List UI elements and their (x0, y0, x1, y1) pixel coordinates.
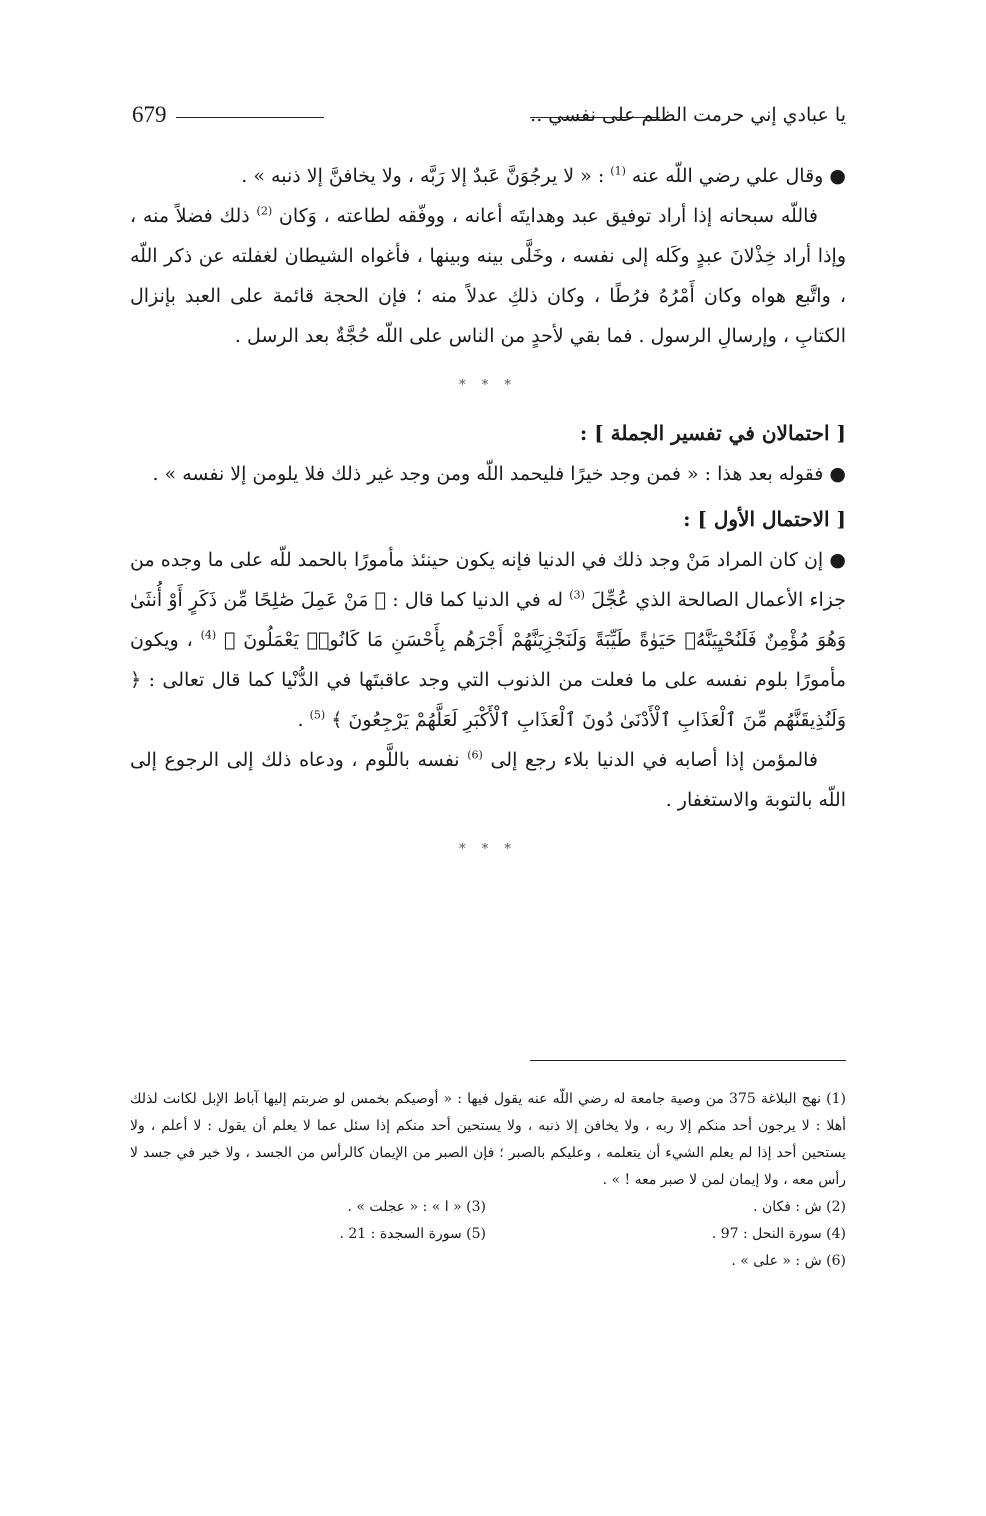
paragraph-believer (130, 740, 846, 820)
paragraph-tawfiq (130, 196, 846, 356)
footnote-ref: (1) (610, 164, 626, 178)
paragraph-text: . (297, 709, 310, 731)
footnote-4: (4) سورة النحل : 97 . (711, 1226, 846, 1242)
footnote-row (130, 1194, 846, 1221)
paragraph-ali-quote (130, 156, 846, 196)
paragraph-text: ذلك فضلاً منه ، وإذا أراد خِذْلانَ عبدٍ وكَله إلى نفسه ، وخَلَّى بينه وبينها ، فأغواه الشيطان لغفلته عن ذكر اللّه ، واتَّبع هواه وكان أَمْرُهُ فرُطًا ، وكان ذلكِ عدلاً منه ؛ فإن الحجة قائمة على العبد بإنزال الكتابِ ، وإرسالِ الرسول . فما بقي لأحدٍ من الناس على اللّه حُجَّةٌ بعد الرسل . (130, 205, 846, 347)
footnotes (130, 1086, 846, 1275)
running-head (130, 100, 846, 130)
bullet-icon: ● (829, 549, 846, 571)
footnote-ref: (3) (569, 588, 585, 602)
footnote-row (130, 1221, 846, 1248)
footnote-2: (2) ش : فكان . (753, 1199, 846, 1215)
paragraph-text: إن كان المراد مَنْ وجد ذلك في الدنيا فإنه يكون حينئذ مأمورًا بالحمد للّه على ما وجده من جزاء الأعمال الصالحة الذي عُجِّلَ (130, 549, 846, 611)
running-title: يا عبادي إني حرمت الظلم على نفسي .. (530, 104, 846, 126)
footnote-rule (530, 1060, 846, 1061)
quran-verse: له في الدنيا كما قال : ﴿ مَنْ عَمِلَ صَٰلِحًا مِّن ذَكَرٍ أَوْ أُنثَىٰ وَهُوَ مُؤْمِنٌ فَلَنُحْيِيَنَّهُۥ حَيَوٰةً طَيِّبَةً وَلَنَجْزِيَنَّهُمْ أَجْرَهُم بِأَحْسَنِ مَا كَانُوا۟ يَعْمَلُونَ ﴾ (130, 589, 847, 651)
paragraph-text: فاللّه سبحانه إذا أراد توفيق عبد وهدايتَه أعانه ، ووفّقه لطاعته ، وَكان (272, 205, 818, 227)
footnote-1: (1) نهج البلاغة 375 من وصية جامعة له رضي اللّه عنه يقول فيها : « أوصيكم بخمس لو ضربتم إليها آباط الإبل لكانت لذلك أهلا : لا يرجون أحد منكم إلا ربه ، ولا يخافن إلا ذنبه ، ولا يستحين أحد منكم إذا سئل عما لا يعلم أن يقول : لا أعلم ، ولا يستحين أحد إذا لم يعلم الشيء أن يتعلمه ، وعليكم بالصبر ؛ فإن الصبر من الإيمان كالرأس من الجسد ، ولا خير في جسد لا رأس معه ، ولا إيمان لمن لا صبر معه ! » . (130, 1091, 846, 1188)
footnote-ref: (5) (309, 708, 326, 722)
paragraph-text: فالمؤمن إذا أصابه في الدنيا بلاء رجع إلى (482, 749, 818, 771)
header-rule (176, 117, 324, 118)
footnote-ref: (4) (200, 628, 217, 642)
footnote-ref: (6) (467, 748, 483, 762)
footnote-6: (6) ش : « على » . (731, 1253, 846, 1269)
footnote-3: (3) « ا » : « عجلت » . (347, 1199, 486, 1215)
footnote-ref: (2) (256, 204, 273, 218)
section-separator: * * * (459, 842, 517, 857)
paragraph-text: نفسه باللَّوم ، ودعاه ذلك إلى الرجوع إلى اللّه بالتوبة والاستغفار . (130, 749, 846, 811)
section-separator: * * * (459, 378, 517, 393)
paragraph-text: : « لا يرجُوَنَّ عَبدٌ إلا رَبَّه ، ولا يخافنَّ إلا ذنبه » . (241, 165, 611, 187)
section-heading: [ الاحتمال الأول ] : (683, 507, 846, 531)
footnote-5: (5) سورة السجدة : 21 . (339, 1226, 486, 1242)
paragraph-first-possibility (130, 540, 846, 740)
paragraph-text: وقال علي رضي اللّه عنه (625, 165, 824, 187)
quran-verse: ، ويكون مأمورًا بلوم نفسه على ما فعلت من الذنوب التي وجد عاقبتَها في الدُّنْيا كما قال تعالى : ﴿ وَلَنُذِيقَنَّهُم مِّنَ ٱلْعَذَابِ ٱلْأَدْنَىٰ دُونَ ٱلْعَذَابِ ٱلْأَكْبَرِ لَعَلَّهُمْ يَرْجِعُونَ ﴾ (130, 629, 846, 731)
paragraph-text: فقوله بعد هذا : « فمن وجد خيرًا فليحمد اللّه ومن وجد غير ذلك فلا يلومن إلا نفسه » . (152, 463, 824, 485)
bullet-icon: ● (829, 463, 846, 485)
section-heading: [ احتمالان في تفسير الجملة ] : (579, 421, 846, 445)
page-number: 679 (132, 102, 167, 127)
bullet-icon: ● (829, 165, 846, 187)
paragraph-qawluhu (130, 454, 846, 494)
book-page (130, 90, 846, 1430)
main-text (130, 156, 846, 876)
